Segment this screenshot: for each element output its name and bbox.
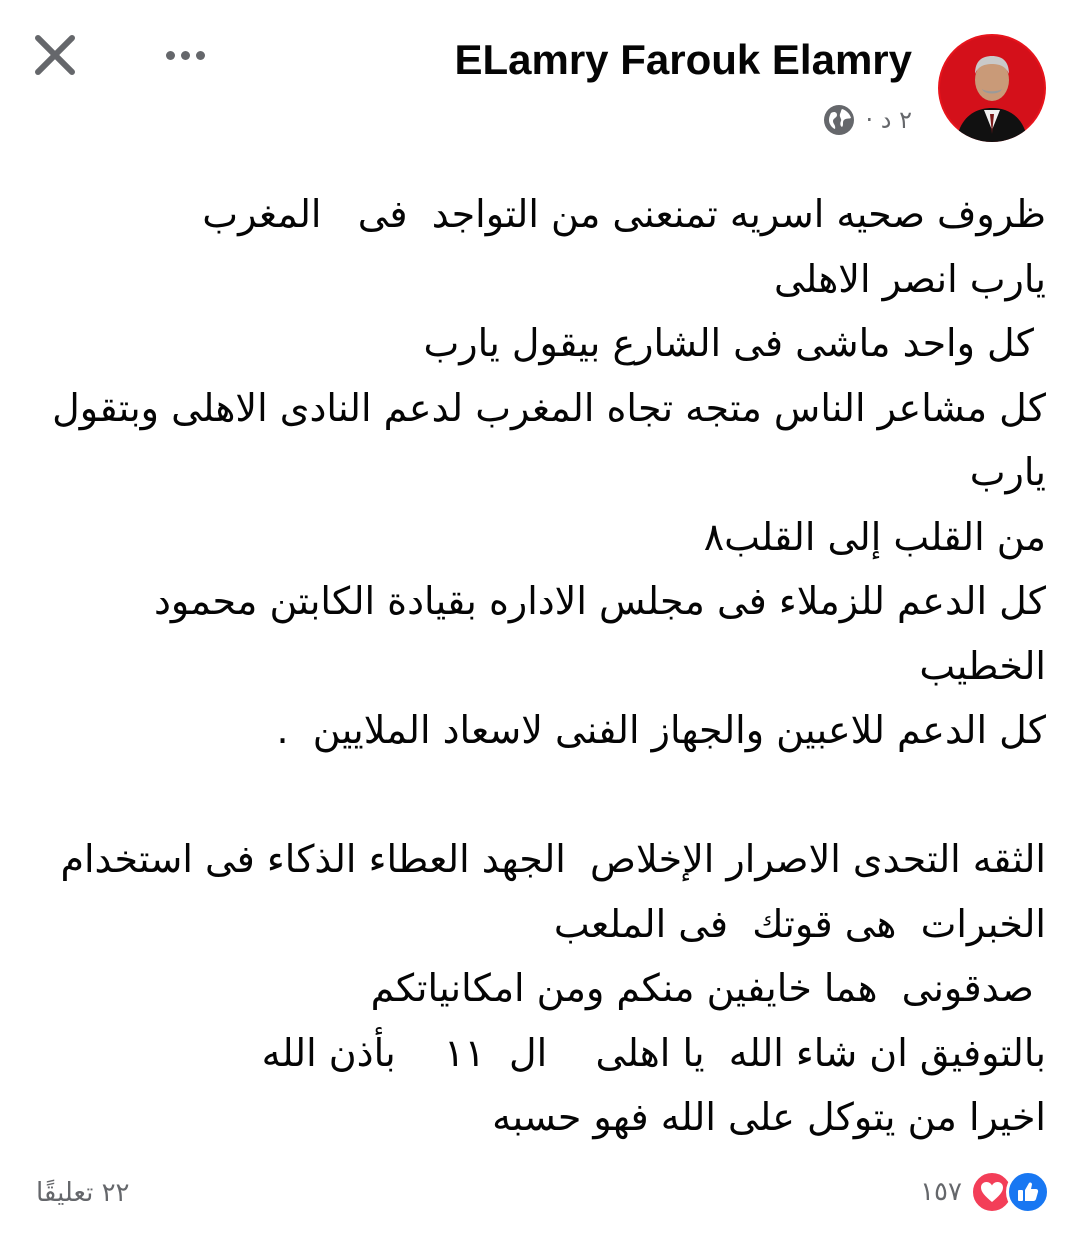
- post-line: يارب: [969, 450, 1046, 494]
- post-line: من القلب إلى القلب٨: [703, 514, 1046, 559]
- post-line: الثقه التحدى الاصرار الإخلاص الجهد العطاء الذكاء فى استخدام: [60, 837, 1046, 881]
- post-line: اخيرا من يتوكل على الله فهو حسبه: [492, 1095, 1046, 1139]
- post-line: [26, 763, 1046, 828]
- reaction-count: ١٥٧: [920, 1177, 962, 1207]
- post-line: الخطيب: [919, 643, 1046, 688]
- post-line: صدقونى هما خايفين منكم ومن امكانياتكم: [370, 966, 1046, 1010]
- post-line: كل مشاعر الناس متجه تجاه المغرب لدعم النادى الاهلى وبتقول: [52, 385, 1046, 430]
- avatar-image: [938, 34, 1046, 142]
- post-text: [26, 182, 1046, 1150]
- post-line: الخبرات هى قوتك فى الملعب: [553, 901, 1046, 946]
- comments-count[interactable]: ٢٢ تعليقًا: [36, 1178, 130, 1208]
- close-button[interactable]: [30, 30, 80, 80]
- author-name[interactable]: ELamry Farouk Elamry: [454, 36, 912, 83]
- author-avatar[interactable]: [938, 34, 1046, 142]
- more-options-dot: [181, 51, 190, 60]
- more-options-button[interactable]: [160, 40, 210, 70]
- post-line: كل الدعم للاعبين والجهاز الفنى لاسعاد الملايين .: [276, 708, 1046, 752]
- post-line: ظروف صحيه اسريه تمنعنى من التواجد فى المغرب: [202, 192, 1046, 236]
- like-reaction-icon: [1006, 1170, 1050, 1214]
- post-line: بالتوفيق ان شاء الله يا اهلى ال ١١ بأذن الله: [261, 1030, 1046, 1075]
- close-icon: [30, 30, 80, 80]
- more-options-icon: [166, 51, 175, 60]
- post-line: يارب انصر الاهلى: [773, 256, 1046, 301]
- post-meta: [822, 100, 912, 140]
- post-header: [0, 0, 1080, 160]
- post-timestamp[interactable]: ٢ د ·: [865, 106, 912, 134]
- more-options-dot: [196, 51, 205, 60]
- reactions-summary[interactable]: [920, 1170, 1050, 1214]
- post-line: كل واحد ماشى فى الشارع بيقول يارب: [423, 321, 1046, 365]
- post-line: كل الدعم للزملاء فى مجلس الاداره بقيادة الكابتن محمود: [153, 579, 1046, 623]
- post-footer: [0, 1160, 1080, 1230]
- globe-icon: [822, 103, 856, 137]
